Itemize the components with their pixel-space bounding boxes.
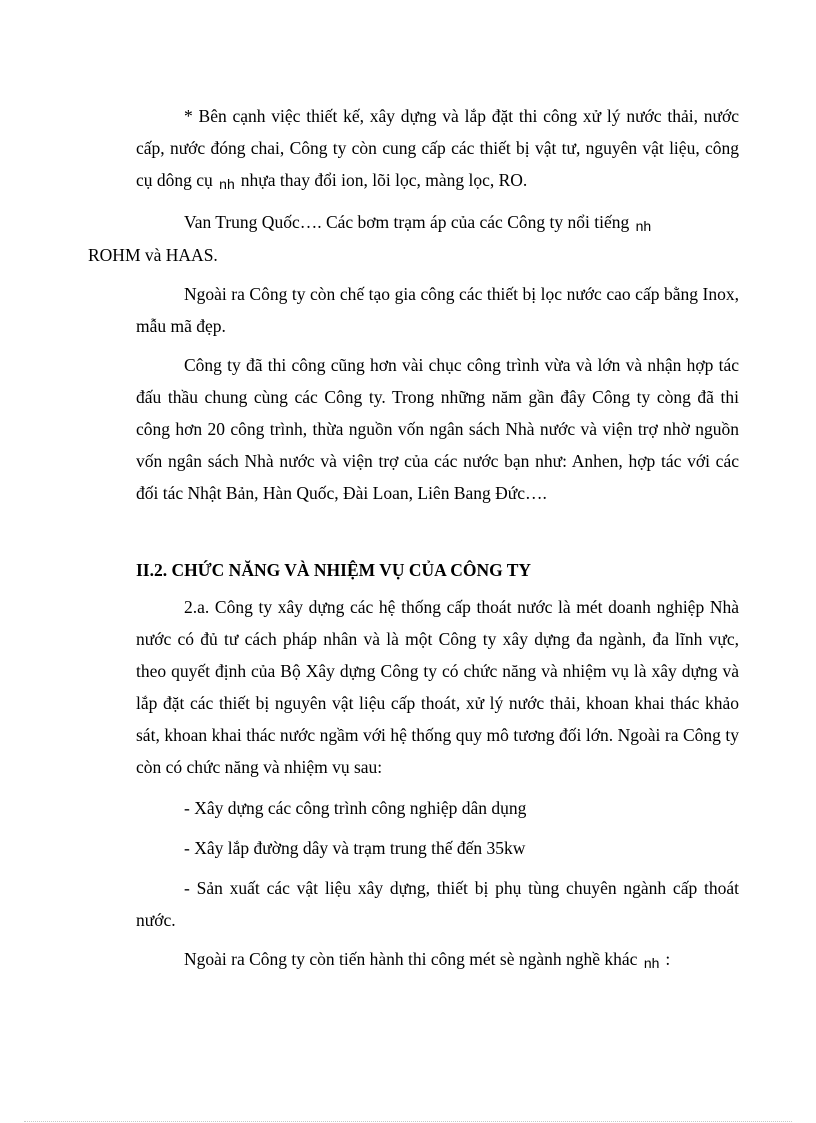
paragraph-functions: 2.a. Công ty xây dựng các hệ thống cấp thoát nước là mét doanh nghiệp Nhà nước có đủ tư cách pháp nhân và là một Công ty xây dựng đa ngành, đa lĩnh vực, theo quyết định của Bộ Xây dựng Công ty có chức năng và nhiệm vụ là xây dựng và lắp đặt các thiết bị nguyên vật liệu cấp thoát, xử lý nước thải, khoan khai thác khảo sát, khoan khai thác nước ngầm với hệ thống quy mô tương đối lớn. Ngoài ra Công ty còn có chức năng và nhiệm vụ sau: bbox=[136, 597, 739, 777]
paragraph-inox: Ngoài ra Công ty còn chế tạo gia công các thiết bị lọc nước cao cấp bằng Inox, mẫu mã đẹp. bbox=[136, 284, 739, 336]
paragraph-pumps bbox=[88, 206, 739, 271]
paragraph-text: : bbox=[665, 949, 671, 969]
bullet-power-lines: - Xây lắp đường dây và trạm trung thế đến 35kw bbox=[184, 838, 526, 858]
paragraph-text: Ngoài ra Công ty còn tiến hành thi công mét sè ngành nghề khác bbox=[184, 949, 638, 969]
paragraph-text: * Bên cạnh việc thiết kế, xây dựng và lắp đặt thi công xử lý nước thải, nước cấp, nước đóng chai, Công ty còn cung cấp các thiết bị vật tư, nguyên vật liệu, công cụ dông cụ bbox=[136, 106, 739, 190]
bullet-materials: - Sản xuất các vật liệu xây dựng, thiết bị phụ tùng chuyên ngành cấp thoát nước. bbox=[136, 878, 739, 930]
paragraph-projects: Công ty đã thi công cũng hơn vài chục công trình vừa và lớn và nhận hợp tác đấu thầu chung cùng các Công ty. Trong những năm gần đây Công ty còng đã thi công hơn 20 công trình, thừa nguồn vốn ngân sách Nhà nước và viện trợ nhờ nguồn vốn ngân sách Nhà nước và viện trợ của các nước bạn như: Anhen, hợp tác với các đối tác Nhật Bản, Hàn Quốc, Đài Loan, Liên Bang Đức…. bbox=[136, 355, 739, 503]
paragraph-other-trades bbox=[136, 943, 739, 976]
section-heading: II.2. CHỨC NĂNG VÀ NHIỆM VỤ CỦA CÔNG TY bbox=[136, 560, 532, 580]
subscript-fragment: nh bbox=[219, 176, 235, 192]
subscript-fragment: nh bbox=[635, 218, 652, 234]
bullet-civil-works: - Xây dựng các công trình công nghiệp dân dụng bbox=[184, 798, 527, 818]
paragraph-equipment-supply bbox=[136, 100, 739, 197]
page-bottom-divider bbox=[24, 1121, 792, 1122]
paragraph-text: ROHM và HAAS. bbox=[88, 245, 218, 265]
subscript-fragment: nh bbox=[643, 955, 660, 971]
paragraph-text: nhựa thay đổi ion, lõi lọc, màng lọc, RO. bbox=[240, 170, 528, 190]
paragraph-text: Van Trung Quốc…. Các bơm trạm áp của các Công ty nổi tiếng bbox=[184, 212, 630, 232]
